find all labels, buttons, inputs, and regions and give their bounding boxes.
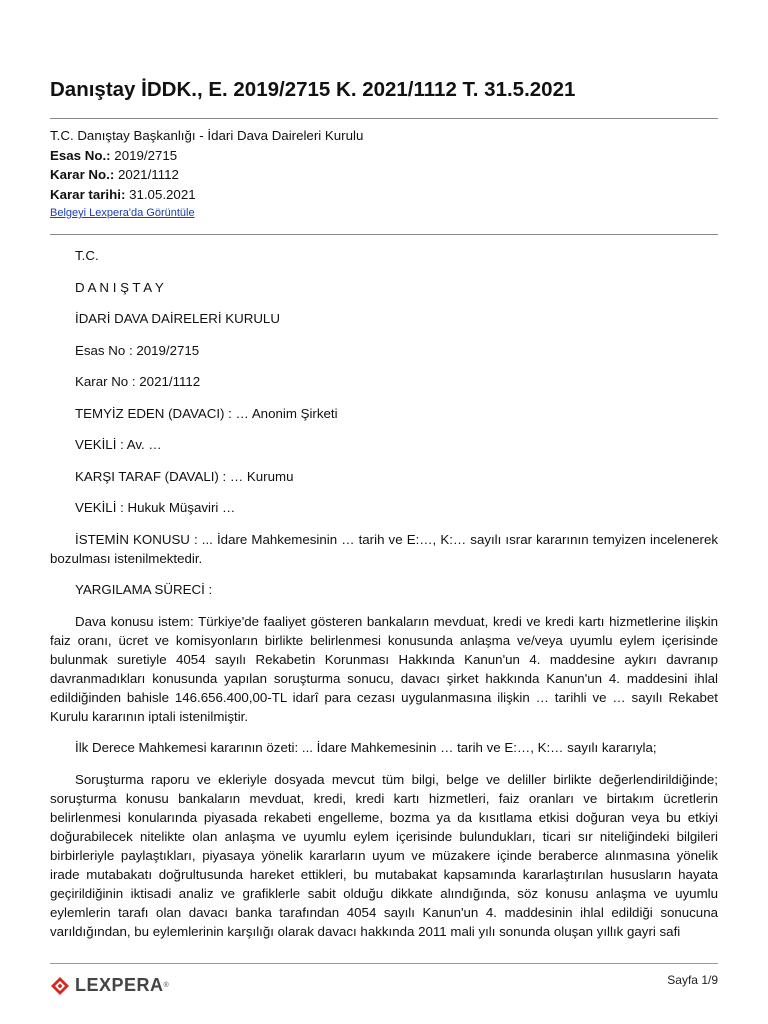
esas-label: Esas No.: (50, 147, 111, 163)
footer-divider (50, 963, 718, 964)
paragraph-vekili-1: VEKİLİ : Av. … (75, 437, 162, 452)
document-meta (50, 126, 363, 221)
paragraph-karar: Karar No : 2021/1112 (75, 374, 201, 389)
paragraph-ilk-derece: İlk Derece Mahkemesi kararının özeti: ... İdare Mahkemesinin … tarih ve E:…, K:… sayılı kararıyla; (75, 740, 657, 755)
meta-divider (50, 234, 718, 235)
lexpera-logo-icon (50, 976, 70, 996)
paragraph-tc: T.C. (75, 248, 99, 263)
tarih-row (50, 185, 363, 205)
karar-row (50, 165, 363, 185)
karar-label: Karar No.: (50, 167, 115, 182)
paragraph-karsi-taraf: KARŞI TARAF (DAVALI) : … Kurumu (75, 468, 294, 484)
paragraph-danistay: D A N I Ş T A Y (75, 279, 164, 295)
paragraph-temyiz-eden: TEMYİZ EDEN (DAVACI) : … Anonim Şirketi (75, 405, 338, 421)
lexpera-logo (50, 975, 169, 996)
court-line: T.C. Danıştay Başkanlığı - İdari Dava Daireleri Kurulu (50, 128, 364, 143)
document-body (50, 246, 718, 953)
view-in-lexpera-link[interactable]: Belgeyi Lexpera'da Görüntüle (50, 207, 195, 219)
document-title: Danıştay İDDK., E. 2019/2715 K. 2021/1112 T. 31.5.2021 (50, 78, 576, 101)
paragraph-esas: Esas No : 2019/2715 (75, 342, 200, 358)
lexpera-brand-mark: ® (163, 982, 169, 989)
tarih-label: Karar tarihi: (50, 186, 126, 202)
esas-row (50, 146, 363, 166)
title-divider (50, 118, 718, 119)
paragraph-dava-konusu: Dava konusu istem: Türkiye'de faaliyet gösteren bankaların mevduat, kredi ve kredi kartı hizmetlerine ilişkin faiz oranı, ücret ve komisyonların birlikte belirlenmesi konusunda anlaşma ve/veya uyumlu eylem içerisinde bulunmak suretiyle 4054 sayılı Rekabetin Korunması Hakkında Kanun'un 4. maddesine aykırı davranıp davranmadıkları konusunda yapılan soruşturma sonucu, davacı şirket hakkında Kanun'un 4. maddesini ihlal edildiğinden bahisle 146.656.400,00-TL idarî para cezası uygulanmasına ilişkin … tarihli ve … sayılı Rekabet Kurulu kararının iptali istenilmiştir. (50, 613, 718, 724)
karar-value: 2021/1112 (114, 167, 179, 182)
lexpera-brand: LEXPERA (75, 975, 164, 995)
paragraph-istemin-konusu: İSTEMİN KONUSU : ... İdare Mahkemesinin … tarih ve E:…, K:… sayılı ısrar kararının temyizen incelenerek bozulması istenilmektedir. (50, 531, 718, 566)
paragraph-vekili-2: VEKİLİ : Hukuk Müşaviri … (75, 500, 236, 515)
paragraph-sorusturma: Soruşturma raporu ve ekleriyle dosyada mevcut tüm bilgi, belge ve deliller birlikte değerlendirildiğinde; soruşturma konusu bankaların mevduat, kredi, kredi kartı hizmetleri, faiz oranları ve birtakım ücretlerin belirlenmesi konularında piyasada rekabeti engelleme, bozma ya da kısıtlama etkisi doğuran veya bu etkiyi doğurabilecek nitelikte olan anlaşma ve uyumlu eylem içerisinde bulundukları, ticari sır niteliğindeki bilgileri birbirleriyle paylaştıkları, piyasaya yönelik kararların uyum ve müzakere içinde beraberce alınmasına yönelik irade mutabakatı doğrultusunda hareket ettikleri, bu mutabakat kapsamında kararlaştırılan hususların hayata geçirildiğinin iktisadi analiz ve grafiklerle sabit olduğu dikkate alındığında, söz konusu anlaşma ve uyumlu eylemlerin tarafı olan davacı banka tarafından 4054 sayılı Kanun'un 4. maddesinin ihlal edildiği sonucuna varıldığından, bu eylemlerinin karşılığı olarak davacı hakkında 2011 mali yılı sonunda oluşan yıllık gayri safi (50, 771, 718, 939)
esas-value: 2019/2715 (110, 147, 178, 163)
tarih-value: 31.05.2021 (125, 186, 196, 202)
paragraph-kurul: İDARİ DAVA DAİRELERİ KURULU (75, 311, 280, 326)
page-number: Sayfa 1/9 (667, 973, 718, 987)
paragraph-yargilama-sureci: YARGILAMA SÜRECİ : (75, 582, 213, 597)
